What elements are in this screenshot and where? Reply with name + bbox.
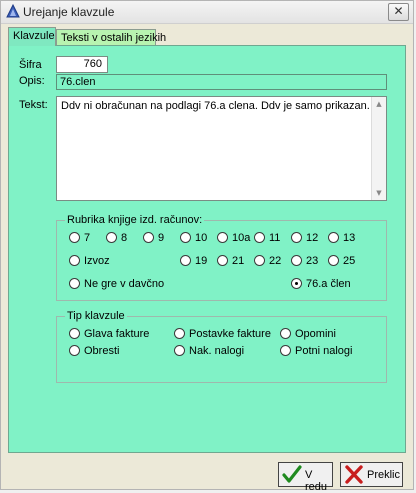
radio-label: Glava fakture (84, 328, 150, 340)
radio-rubrika-7[interactable] (69, 232, 90, 244)
radio-label: 25 (343, 255, 356, 267)
radio-circle (217, 255, 228, 266)
arrow-up-icon[interactable]: ▲ (376, 100, 382, 108)
tekst-textarea[interactable] (56, 96, 387, 201)
radio-rubrika-10[interactable] (180, 232, 207, 244)
tab-klavzule[interactable]: Klavzule (8, 27, 56, 46)
sifra-label: Šifra (19, 59, 42, 71)
radio-label: 10a (232, 232, 251, 244)
radio-circle (69, 278, 80, 289)
radio-tip-potni-nalogi[interactable] (280, 345, 353, 357)
radio-circle (69, 255, 80, 266)
radio-label: 8 (121, 232, 128, 244)
radio-label: Nak. nalogi (189, 345, 245, 357)
radio-label: 19 (195, 255, 208, 267)
radio-label: Postavke fakture (189, 328, 271, 340)
radio-circle (180, 232, 191, 243)
window-title: Urejanje klavzule (23, 5, 115, 19)
close-button[interactable]: ✕ (388, 3, 409, 21)
radio-label: 22 (269, 255, 282, 267)
rubrika-group-title: Rubrika knjige izd. računov: (67, 214, 203, 226)
radio-circle (174, 328, 185, 339)
cancel-button[interactable] (340, 462, 403, 487)
sifra-field[interactable]: 760 (56, 56, 108, 73)
ok-button[interactable] (278, 462, 333, 493)
radio-circle (69, 345, 80, 356)
radio-circle (69, 232, 80, 243)
radio-circle (291, 255, 302, 266)
ok-button-label: V redu (305, 469, 328, 493)
opis-label: Opis: (19, 75, 45, 87)
tekst-content: Ddv ni obračunan na podlagi 76.a clena. Ddv je samo prikazan. (61, 100, 370, 112)
radio-circle (280, 328, 291, 339)
radio-rubrika-9[interactable] (143, 232, 164, 244)
radio-rubrika-8[interactable] (106, 232, 127, 244)
radio-label: Ne gre v davčno (84, 278, 165, 290)
radio-label: 12 (306, 232, 319, 244)
radio-circle (328, 255, 339, 266)
radio-tip-nak-nalogi[interactable] (174, 345, 244, 357)
radio-circle (106, 232, 117, 243)
tip-klavzule-group-title: Tip klavzule (67, 310, 125, 322)
radio-rubrika-13[interactable] (328, 232, 355, 244)
radio-label: Opomini (295, 328, 336, 340)
radio-label: 76.a člen (306, 278, 351, 290)
rubrika-group (56, 214, 387, 301)
radio-rubrika-19[interactable] (180, 255, 207, 267)
vertical-scrollbar[interactable] (371, 97, 386, 200)
radio-rubrika-76a-clen[interactable] (291, 278, 351, 290)
radio-rubrika-22[interactable] (254, 255, 281, 267)
radio-circle (174, 345, 185, 356)
tip-klavzule-group (56, 310, 387, 383)
radio-label: Izvoz (84, 255, 110, 267)
radio-label: 10 (195, 232, 208, 244)
radio-circle (254, 255, 265, 266)
radio-circle-selected (291, 278, 302, 289)
radio-circle (143, 232, 154, 243)
radio-rubrika-21[interactable] (217, 255, 244, 267)
radio-rubrika-12[interactable] (291, 232, 318, 244)
radio-circle (280, 345, 291, 356)
x-mark-icon (344, 465, 364, 484)
app-triangle-icon (6, 4, 20, 18)
radio-label: 11 (269, 232, 281, 244)
radio-label: 7 (84, 232, 91, 244)
radio-rubrika-ne-gre-v-davcno[interactable] (69, 278, 164, 290)
radio-label: 21 (232, 255, 245, 267)
radio-label: 23 (306, 255, 319, 267)
tekst-label: Tekst: (19, 99, 48, 111)
cancel-button-label: Preklic (367, 469, 401, 481)
radio-rubrika-23[interactable] (291, 255, 318, 267)
radio-circle (180, 255, 191, 266)
radio-label: 13 (343, 232, 356, 244)
radio-label: Potni nalogi (295, 345, 353, 357)
title-bar (1, 1, 413, 24)
radio-rubrika-25[interactable] (328, 255, 355, 267)
radio-rubrika-izvoz[interactable] (69, 255, 110, 267)
radio-label: 9 (158, 232, 165, 244)
arrow-down-icon[interactable]: ▼ (376, 189, 382, 197)
radio-tip-obresti[interactable] (69, 345, 119, 357)
radio-circle (69, 328, 80, 339)
radio-tip-glava-fakture[interactable] (69, 328, 149, 340)
radio-circle (328, 232, 339, 243)
radio-tip-opomini[interactable] (280, 328, 336, 340)
radio-label: Obresti (84, 345, 120, 357)
tab-panel (8, 45, 406, 453)
opis-field[interactable]: 76.clen (56, 74, 387, 90)
radio-rubrika-10a[interactable] (217, 232, 250, 244)
tab-teksti-v-ostalih-jezikih[interactable]: Teksti v ostalih jezikih (56, 29, 156, 45)
radio-rubrika-11[interactable] (254, 232, 280, 244)
radio-circle (254, 232, 265, 243)
radio-circle (291, 232, 302, 243)
checkmark-icon (282, 465, 302, 484)
radio-circle (217, 232, 228, 243)
radio-tip-postavke-fakture[interactable] (174, 328, 271, 340)
